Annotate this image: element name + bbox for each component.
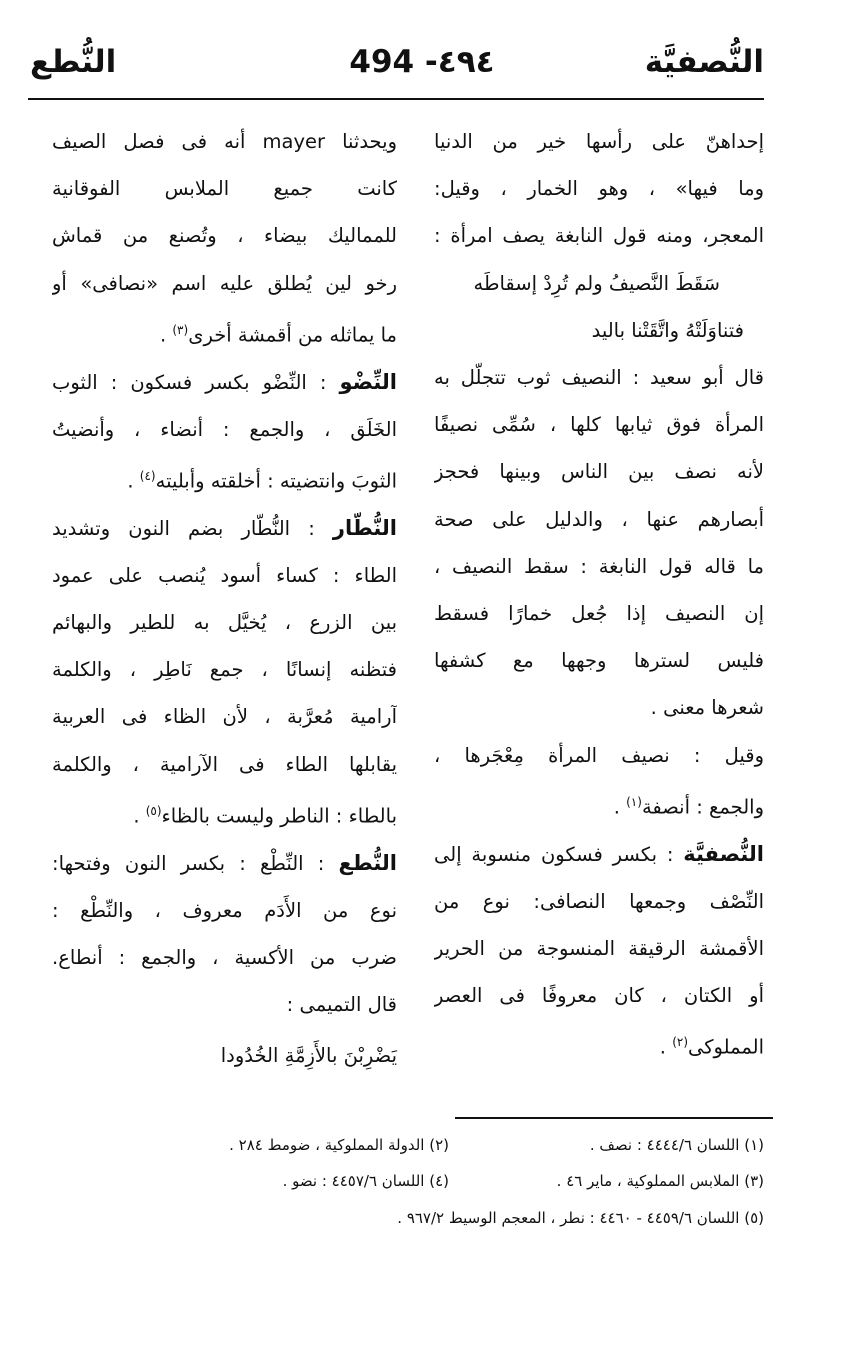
- entry-headword: النِّضْو: [339, 369, 397, 394]
- text-fragment: .: [659, 1035, 673, 1059]
- text-line: فليس لسترها وجهها مع كشفها: [434, 649, 764, 673]
- text-line: [434, 1019, 764, 1071]
- footnote-rule: [455, 1117, 773, 1119]
- text-line: شعرها معنى .: [650, 696, 764, 720]
- text-fragment: : بكسر فسكون منسوبة إلى: [434, 842, 684, 866]
- footnote-1: (١) اللسان ٤٤٤٤/٦ : نصف .: [589, 1136, 764, 1154]
- text-line: قال التميمى :: [286, 993, 397, 1017]
- text-line: [434, 779, 764, 831]
- text-fragment: المملوكى: [688, 1035, 764, 1059]
- text-line: الخَلَق ، والجمع : أنضاء ، وأنضيتُ: [52, 417, 397, 441]
- right-column: [434, 118, 764, 1071]
- text-fragment: .: [127, 469, 140, 493]
- entry-line: [52, 505, 397, 552]
- left-column: [52, 118, 397, 1080]
- text-line: كانت جميع الملابس الفوقانية: [52, 177, 397, 201]
- text-line: [52, 453, 397, 505]
- text-line: يقابلها الطاء فى الآرامية ، والكلمة: [52, 752, 397, 776]
- text-line: أبصارهم عنها ، والدليل على صحة: [434, 507, 764, 531]
- text-fragment: بالطاء : الناطر وليست بالظاء: [161, 804, 397, 828]
- entry-line: [52, 840, 397, 887]
- poetry-verse-first-hemistich: سَقَطَ النَّصيفُ ولم تُرِدْ إسقاطَه: [473, 271, 720, 295]
- text-line: أو الكتان ، كان معروفًا فى العصر: [434, 984, 764, 1008]
- header-rule: [28, 98, 764, 100]
- footnote-marker: (٤): [139, 468, 156, 483]
- running-head-last-entry: النُّطع: [30, 44, 117, 80]
- footnote-marker: (١): [626, 794, 642, 809]
- footnote-marker: (٢): [672, 1035, 689, 1050]
- text-fragment: .: [613, 795, 627, 819]
- text-fragment: .: [159, 323, 173, 347]
- text-line: بين الزرع ، يُخيَّل به للطير والبهائم: [52, 611, 397, 635]
- text-line: إن النصيف إذا جُعل خمارًا فسقط: [434, 602, 764, 626]
- text-line: ويحدثنا mayer أنه فى فصل الصيف: [52, 130, 397, 153]
- text-fragment: والجمع : أنصفة: [641, 795, 764, 819]
- text-line: المرأة فوق ثيابها كلها ، سُمِّى نصيفًا: [434, 413, 764, 437]
- text-fragment: : النِّضْو بكسر فسكون : الثوب: [52, 370, 340, 394]
- text-line: الأقمشة الرقيقة المنسوجة من الحرير: [434, 936, 764, 960]
- poetry-verse-second-hemistich: فتناوَلَتْهُ واتَّقَتْنا باليد: [591, 318, 744, 342]
- text-fragment: ما يماثله من أقمشة أخرى: [188, 323, 397, 347]
- text-line: ضرب من الأكسية ، والجمع : أنطاع.: [52, 945, 397, 969]
- text-line: للمماليك بيضاء ، وتُصنع من قماش: [52, 224, 397, 248]
- footnote-marker: (٣): [172, 322, 189, 337]
- text-line: لأنه نصف بين الناس وبينها فحجز: [434, 460, 764, 484]
- text-line: النِّصْف وجمعها النصافى: نوع من: [434, 889, 764, 913]
- entry-headword: النُّطع: [338, 850, 397, 875]
- footnote-5: (٥) اللسان ٤٤٥٩/٦ - ٤٤٦٠ : نطر ، المعجم الوسيط ٩٦٧/٢ .: [397, 1209, 764, 1227]
- text-fragment: الثوبَ وانتضيته : أخلقته وأبليته: [155, 469, 397, 493]
- text-line: آرامية مُعرَّبة ، لأن الظاء فى العربية: [52, 705, 397, 729]
- text-line: [52, 788, 397, 840]
- text-fragment: : النِّطْع : بكسر النون وفتحها:: [52, 851, 339, 875]
- text-line: نوع من الأَدَم معروف ، والنِّطْع :: [52, 898, 397, 922]
- text-line: فتظنه إنسانًا ، جمع نَاطِر ، والكلمة: [52, 658, 397, 682]
- text-line: المعجر، ومنه قول النابغة يصف امرأة :: [434, 224, 764, 248]
- poetry-verse: يَضْرِبْنَ بالأَزِمَّةِ الخُدُودا: [220, 1044, 397, 1068]
- footnote-3: (٣) الملابس المملوكية ، ماير ٤٦ .: [556, 1172, 764, 1190]
- text-line: وقيل : نصيف المرأة مِعْجَرها ،: [434, 743, 764, 767]
- entry-line: [434, 831, 764, 878]
- entry-headword: النُّطّار: [332, 515, 397, 540]
- text-line: رخو لين يُطلق عليه اسم «نصافى» أو: [52, 271, 397, 295]
- entry-line: [52, 359, 397, 406]
- text-line: إحداهنّ على رأسها خير من الدنيا: [434, 130, 764, 153]
- running-head-first-entry: النُّصفيَّة: [644, 44, 764, 80]
- entry-headword: النُّصفيَّة: [683, 841, 764, 866]
- text-line: ما قاله قول النابغة : سقط النصيف ،: [434, 554, 764, 578]
- text-fragment: : النُّطّار بضم النون وتشديد: [52, 516, 333, 540]
- text-line: [52, 307, 397, 359]
- text-line: الطاء : كساء أسود يُنصب على عمود: [52, 563, 397, 587]
- footnote-2: (٢) الدولة المملوكية ، ضومط ٢٨٤ .: [229, 1136, 449, 1154]
- footnote-marker: (٥): [145, 803, 162, 818]
- text-line: وما فيها» ، وهو الخمار ، وقيل:: [434, 177, 764, 201]
- text-fragment: .: [133, 804, 146, 828]
- page-number: 494 -٤٩٤: [349, 44, 495, 80]
- text-line: قال أبو سعيد : النصيف ثوب تتجلّل به: [434, 366, 764, 390]
- footnote-4: (٤) اللسان ٤٤٥٧/٦ : نضو .: [282, 1172, 449, 1190]
